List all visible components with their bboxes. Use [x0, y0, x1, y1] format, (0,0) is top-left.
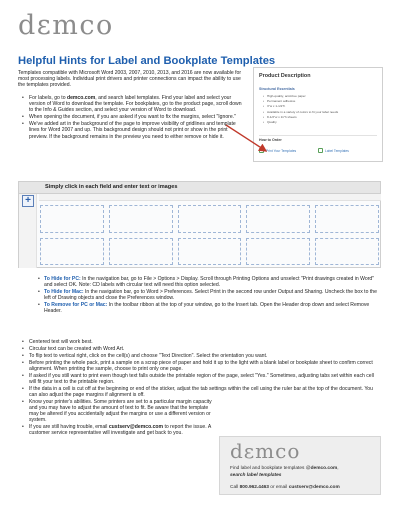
list-item: • High-quality, acid-free paper	[263, 94, 378, 99]
label-templates-link[interactable]	[318, 148, 349, 153]
promo-text	[230, 466, 339, 471]
custserv-email-link[interactable]: custserv@demco.com	[108, 423, 164, 430]
list-item	[30, 276, 382, 288]
label-cell[interactable]	[109, 205, 173, 233]
list-item	[30, 302, 382, 314]
demco-link[interactable]: demco.com	[310, 466, 338, 471]
label-cell[interactable]	[109, 238, 173, 266]
promo-text-part: Call	[230, 485, 240, 490]
list-item: • 3"w x 1-1/2"h	[263, 104, 378, 109]
document-icon	[318, 148, 323, 153]
template-instruction: Simply click in each field and enter text or images	[45, 184, 178, 190]
template-header-bar	[19, 182, 380, 194]
bullet-text: When opening the document, if you are asked if you want to fix the margins, select "Ignore."	[29, 114, 236, 121]
link-label: Print Your Templates	[266, 148, 297, 153]
bullet-text: If you are still having trouble, email	[29, 423, 109, 430]
product-panel-subtitle: Structural Essentials	[259, 87, 295, 91]
label-cell[interactable]	[178, 238, 242, 266]
list-item: • Centered text will work best.	[22, 339, 382, 345]
label-cell[interactable]	[246, 238, 310, 266]
custserv-email-link[interactable]: custserv@demco.com	[288, 485, 340, 490]
divider	[259, 135, 377, 136]
bullet-text: For labels, go to	[29, 95, 67, 101]
product-feature-list	[263, 94, 378, 125]
bullet-heading: To Hide for PC:	[44, 276, 81, 282]
bullet-text: We've added art in the background of the page to improve visibility of gridlines and template lines for Word 2007 and up. This background design should not print or show in the print preview. If the background remains in the preview you need to either remove or hide it.	[29, 121, 236, 140]
link-label: Label Templates	[325, 148, 349, 153]
bullet-text: In the navigation bar, go to File > Options > Display. Scroll through Printing Options and unselect "Print drawings created in Word" and select OK. Note: CD labels with circular text will need this option selected.	[44, 276, 375, 289]
product-panel-title: Product Description	[259, 73, 311, 79]
list-item	[22, 121, 244, 139]
top-bullet-list	[22, 95, 244, 141]
label-cell[interactable]	[246, 205, 310, 233]
bullet-heading: To Remove for PC or Mac:	[44, 302, 108, 309]
label-grid	[40, 205, 379, 265]
template-preview	[18, 181, 381, 268]
tips-list	[22, 339, 382, 437]
hide-instructions-list	[30, 276, 382, 316]
intro-paragraph: Templates compatible with Microsoft Word 2003, 2007, 2010, 2013, and 2016 are now available for most processing labels. Individual print drivers and printer connections can impact the ability to use the templates provided.	[18, 70, 242, 89]
promo-contact	[230, 485, 340, 490]
label-cell[interactable]	[178, 205, 242, 233]
list-item: • If the data in a cell is cut off at the beginning or end of the sticker, adjust the tab settings within the cell using the ruler bar at the top of the document. You can also adjust the page margins if alignment is off.	[22, 386, 382, 398]
list-item: • Know your printer's abilities. Some printers are set to a particular margin capacity and you may have to adjust the amount of text to fit. Be aware that the template may be altered if you accidentally adjust the margins or use a different version or system.	[22, 399, 212, 423]
pointer-arrow-icon	[224, 121, 270, 157]
demco-link[interactable]: demco.com	[66, 95, 96, 101]
list-item: • Before printing the whole pack, print a sample on a scrap piece of paper and hold it up to the light with a blank label or bookplate sheet to confirm correct alignment. When printing the sample, choose to print only one page.	[22, 360, 382, 372]
bullet-text: In the navigation bar, go to Word > Preferences. Select Print in the second row under Output and Sharing. Uncheck the box to the left of Drawing objects and close the Preferences window.	[44, 289, 377, 302]
demco-logo: dεmco	[230, 439, 301, 463]
page-title: Helpful Hints for Label and Bookplate Templates	[18, 55, 276, 67]
list-item: • Available in a variety of colors to fit your label needs	[263, 110, 378, 115]
promo-text-part: or email	[268, 485, 289, 490]
promo-box	[219, 436, 381, 495]
bullet-text: In the toolbar ribbon at the top of your window, go to the Insert tab. Open the Header drop down and select Remove Header.	[44, 302, 370, 315]
bullet-text: , and search label templates. Find your label and select your version of Word to download the template. For bookplates, go to the product page, scroll down to the Info & Guides section, and select your version of Word to download.	[29, 95, 242, 114]
label-cell[interactable]	[315, 205, 379, 233]
list-item: • If asked if you still want to print even though text falls outside the printable region of the page, select "Yes." Sometimes, adjusting tabs set within each cell will fit your text to the printable region.	[22, 373, 382, 385]
bullet-text: to report the issue. A customer service representative will investigate and get back to you.	[29, 423, 211, 436]
horizontal-ruler[interactable]	[39, 194, 381, 201]
promo-text-part: ,	[337, 466, 339, 471]
phone-number[interactable]: 800.962.4463	[239, 485, 269, 490]
list-item: • Circular text can be created with Word Art.	[22, 346, 382, 352]
list-item: • To flip text to vertical right, click on the cell(s) and choose "Text Direction". Select the orientation you want.	[22, 353, 382, 359]
bullet-heading: To Hide for Mac:	[44, 289, 84, 296]
list-item	[22, 424, 212, 436]
list-item	[22, 95, 244, 113]
product-description-panel	[253, 67, 383, 162]
list-item	[22, 114, 244, 120]
label-cell[interactable]	[315, 238, 379, 266]
promo-text-part: Find label and bookplate templates @	[230, 466, 311, 471]
demco-logo: dεmco	[18, 10, 114, 41]
promo-search-hint: search label templates	[230, 472, 282, 478]
list-item: • 8-1/2"w x 11"h sheets	[263, 115, 378, 120]
label-cell[interactable]	[40, 238, 104, 266]
list-item	[30, 289, 382, 301]
list-item: • Quality	[263, 120, 378, 125]
how-to-order-heading: How to Order	[259, 138, 282, 142]
add-field-icon[interactable]: +	[22, 195, 34, 207]
list-item: • Permanent adhesive	[263, 99, 378, 104]
label-cell[interactable]	[40, 205, 104, 233]
